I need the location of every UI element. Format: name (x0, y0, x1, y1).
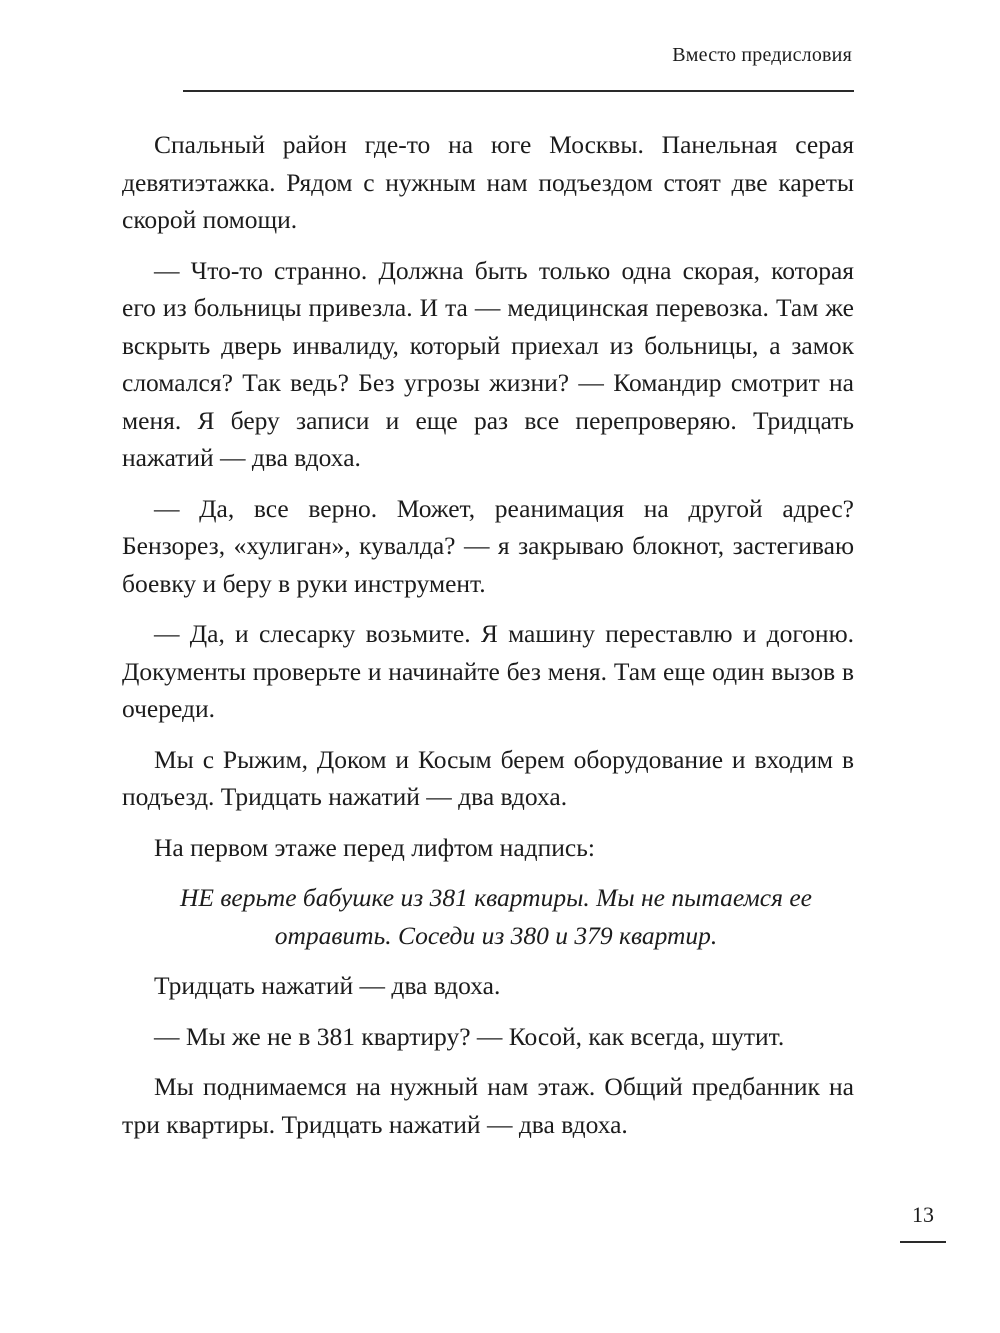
paragraph: На первом этаже перед лифтом надпись: (154, 832, 595, 862)
page-number: 13 (912, 1202, 934, 1227)
page-number-rule (900, 1241, 946, 1243)
paragraph: Мы поднимаемся на нужный нам этаж. Общий предбанник на три квартиры. Тридцать нажатий — два вдоха. (122, 1072, 854, 1139)
body-text (122, 126, 854, 1156)
quoted-sign-text: НЕ верьте бабушке из 381 квартиры. Мы не пытаемся ее отравить. Соседи из 380 и 379 квартир. (180, 883, 812, 950)
dialogue-paragraph: — Да, все верно. Может, реанимация на другой адрес? Бензорез, «хулиган», кувалда? — я закрываю блокнот, застегиваю боевку и беру в руки инструмент. (122, 493, 854, 598)
header-rule (183, 90, 854, 92)
paragraph: Тридцать нажатий — два вдоха. (154, 971, 501, 1000)
dialogue-paragraph: — Да, и слесарку возьмите. Я машину переставлю и догоню. Документы проверьте и начинайте без меня. Там еще один вызов в очереди. (122, 619, 854, 723)
dialogue-paragraph: — Что-то странно. Должна быть только одна скорая, которая его из больницы привезла. И та — медицинская перевозка. Там же вскрыть дверь инвалиду, который приехал из больницы, а замок сломался? Так ведь? Без угрозы жизни? — Командир смотрит на меня. Я беру записи и еще раз все перепроверяю. Тридцать нажатий — два вдоха. (122, 255, 854, 472)
paragraph: Мы с Рыжим, Доком и Косым берем оборудование и входим в подъезд. Тридцать нажатий — два вдоха. (122, 744, 854, 811)
dialogue-paragraph: — Мы же не в 381 квартиру? — Косой, как всегда, шутит. (154, 1021, 785, 1051)
paragraph: Спальный район где-то на юге Москвы. Панельная серая девятиэтажка. Рядом с нужным нам подъездом стоят две кареты скорой помощи. (122, 130, 854, 234)
running-head: Вместо предисловия (672, 44, 852, 66)
